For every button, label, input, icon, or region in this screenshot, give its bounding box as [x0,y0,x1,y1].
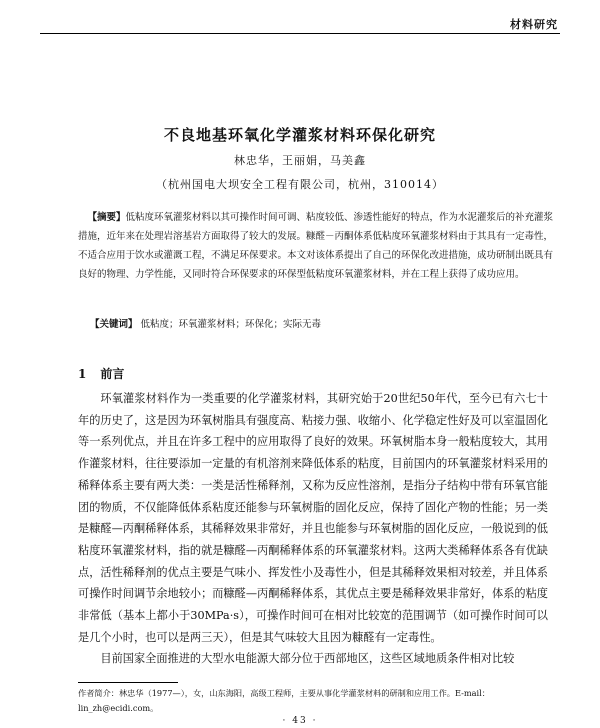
article-affiliation: （杭州国电大坝安全工程有限公司，杭州，310014） [156,178,444,191]
body-paragraph-1: 环氧灌浆材料作为一类重要的化学灌浆材料，其研究始于20世纪50年代，至今已有六七十年的历史了，这是因为环氧树脂具有强度高、粘接力强、收缩小、化学稳定性好及可以室温固化等一系列优点，并且在许多工程中的应用取得了良好的效果。环氧树脂本身一般粘度较大，其用作灌浆材料，往往要添加一定量的有机溶剂来降低体系的粘度，目前国内的环氧灌浆材料采用的稀释体系主要有两大类：一类是活性稀释剂，又称为反应性溶剂，是指分子结构中带有环氧官能团的物质，不仅能降低体系粘度还能参与环氧树脂的固化反应，保持了固化产物的性能；另一类是糠醛—丙酮稀释体系，其稀释效果非常好，并且也能参与环氧树脂的固化反应，一般说到的低粘度环氧灌浆材料，指的就是糠醛—丙酮稀释体系的环氧灌浆材料。这两大类稀释体系各有优缺点，活性稀释剂的优点主要是气味小、挥发性小及毒性小，但是其稀释效果相对较差，并且体系可操作时间调节余地较小；而糠醛—丙酮稀释体系，其优点主要是稀释效果非常好，体系的粘度非常低（基本上都小于30MPa·s），可操作时间可在相对比较宽的范围调节（如可操作时间可以是几个小时，也可以是两三天），但是其气味较大且因为糠醛有一定毒性。 [78,392,548,644]
article-authors: 林忠华，王丽娟，马美鑫 [234,154,366,167]
author-footnote: 作者简介：林忠华（1977—），女，山东海阳，高级工程师，主要从事化学灌浆材料的研制和应用工作。E-mail：lin_zh@ecidi.com。 [78,688,490,713]
section-number: 1 [78,367,87,381]
abstract-label: 【摘要】 [87,212,126,223]
abstract-text: 低粘度环氧灌浆材料以其可操作时间可调、粘度较低、渗透性能好的特点，作为水泥灌浆后的补充灌浆措施，近年来在处理岩溶基岩方面取得了较大的发展。糠醛－丙酮体系低粘度环氧灌浆材料由于其具有一定毒性，不适合应用于饮水或灌溉工程，不满足环保要求。本文对该体系提出了自己的环保化改进措施，成功研制出既具有良好的物理、力学性能，又同时符合环保要求的环保型低粘度环氧灌浆材料，并在工程上获得了成功应用。 [78,212,554,280]
footnote-rule [78,682,178,683]
page-number: · 43 · [282,716,318,726]
keywords-label: 【关键词】 [90,319,138,330]
section-heading [78,365,124,382]
abstract [78,208,554,284]
keywords [90,316,550,330]
section-title: 前言 [100,367,125,381]
keywords-text: 低粘度；环氧灌浆材料；环保化；实际无毒 [140,319,322,330]
journal-section-label: 材料研究 [510,18,558,31]
section-body [78,388,548,670]
article-title: 不良地基环氧化学灌浆材料环保化研究 [163,126,436,144]
header-rule [40,33,560,34]
body-paragraph-2: 目前国家全面推进的大型水电能源大部分位于西部地区，这些区域地质条件相对比较 [100,652,515,666]
